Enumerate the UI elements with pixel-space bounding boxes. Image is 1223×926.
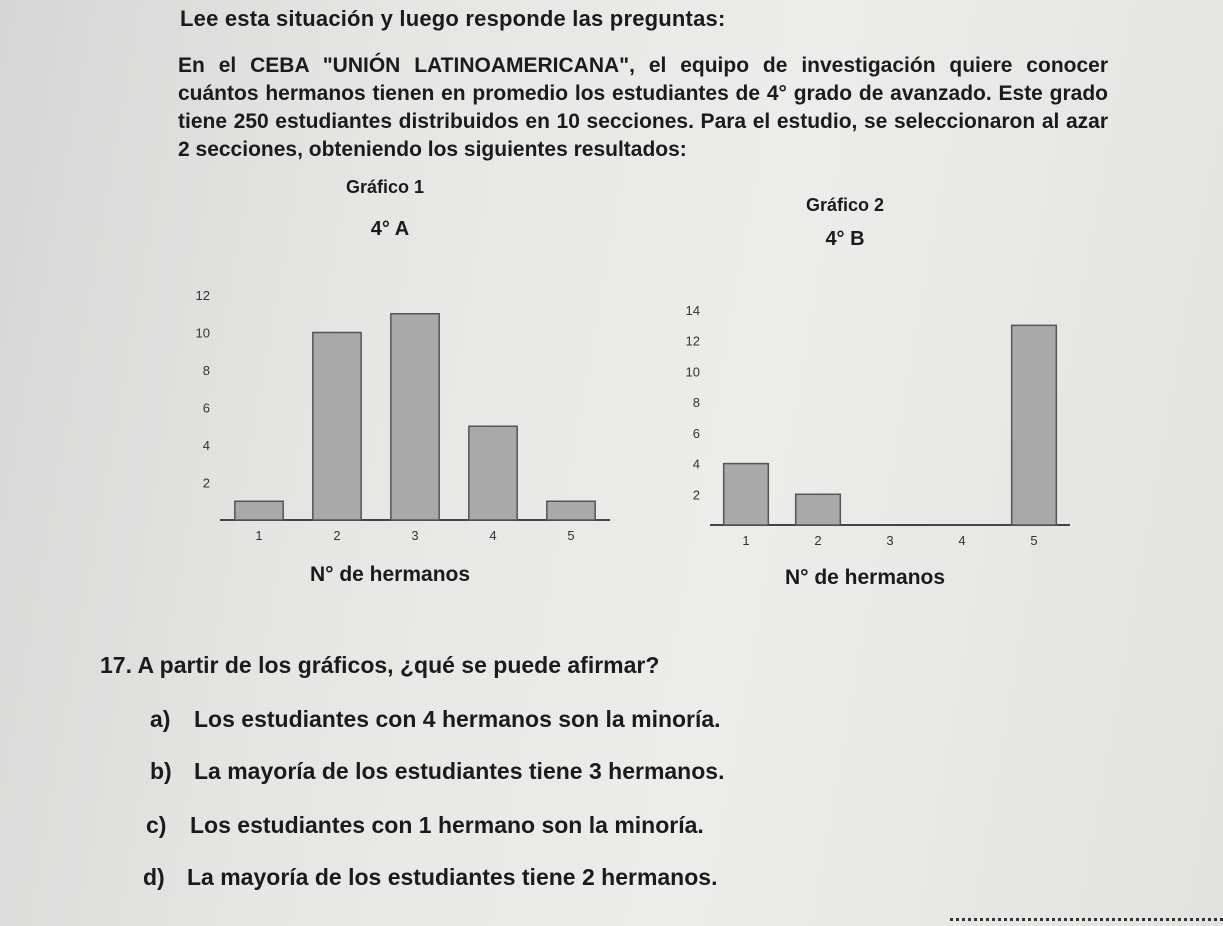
chart1-x-tick-label: 1: [255, 528, 263, 543]
chart2-y-tick-label: 4: [692, 456, 700, 472]
chart1-bar-1: [235, 501, 283, 520]
chart2-y-tick-label: 2: [692, 487, 700, 503]
chart2-x-tick-label: 5: [1030, 533, 1038, 548]
chart2-x-tick-label: 3: [886, 533, 894, 548]
chart1-bar-4: [469, 426, 517, 520]
chart2-y-tick-label: 8: [692, 395, 700, 411]
option-d[interactable]: [143, 864, 717, 891]
option-b-text: La mayoría de los estudiantes tiene 3 hermanos.: [194, 758, 725, 784]
chart2-x-tick-label: 1: [742, 533, 750, 548]
chart2-bar-chart: [640, 270, 1080, 550]
chart1-bar-3: [391, 314, 439, 520]
chart1-bar-chart: [150, 255, 620, 545]
chart1-bar-5: [547, 501, 595, 520]
chart1-x-tick-label: 4: [489, 528, 497, 543]
chart2-title: Gráfico 2: [805, 195, 885, 215]
chart1-y-tick-label: 10: [195, 325, 210, 341]
problem-statement: En el CEBA "UNIÓN LATINOAMERICANA", el equipo de investigación quiere conocer cuántos hermanos tienen en promedio los estudiantes de 4° grado de avanzado. Este grado tiene 250 estudiantes distribuidos en 10 secciones. Para el estudio, se seleccionaron al azar 2 secciones, obteniendo los siguientes resultados:: [178, 54, 1108, 161]
chart2-bar-5: [1012, 325, 1057, 525]
chart1-y-tick-label: 2: [202, 475, 210, 491]
chart1-x-tick-label: 3: [411, 528, 419, 543]
chart1-y-tick-label: 4: [202, 438, 210, 453]
option-c[interactable]: [146, 812, 704, 839]
chart2-subtitle: 4° B: [825, 228, 865, 250]
chart2-x-tick-label: 2: [814, 533, 822, 548]
instructions-title: Lee esta situación y luego responde las preguntas:: [180, 6, 726, 31]
chart1-y-tick-label: 6: [202, 400, 210, 416]
option-a[interactable]: [150, 706, 721, 733]
question-17: [100, 652, 659, 679]
option-a-letter: a): [150, 706, 171, 732]
chart1-subtitle: 4° A: [370, 218, 410, 240]
chart2-y-tick-label: 10: [685, 364, 700, 380]
option-b[interactable]: [150, 758, 724, 785]
chart1-bar-2: [313, 333, 361, 521]
chart1-x-tick-label: 5: [567, 528, 575, 543]
chart2-y-tick-label: 6: [692, 425, 700, 441]
question-number: 17.: [100, 652, 132, 678]
option-d-text: La mayoría de los estudiantes tiene 2 hermanos.: [187, 864, 718, 890]
chart2-bar-2: [796, 494, 841, 525]
chart2-x-axis-label: N° de hermanos: [784, 566, 946, 589]
chart1-x-tick-label: 2: [333, 528, 341, 543]
option-b-letter: b): [150, 758, 172, 784]
chart2-bar-1: [724, 464, 769, 525]
option-c-text: Los estudiantes con 1 hermano son la minoría.: [190, 812, 704, 838]
chart2-y-tick-label: 14: [685, 303, 700, 318]
chart2-x-tick-label: 4: [958, 533, 966, 548]
option-a-text: Los estudiantes con 4 hermanos son la minoría.: [194, 706, 721, 732]
question-text: A partir de los gráficos, ¿qué se puede afirmar?: [137, 652, 660, 678]
option-c-letter: c): [146, 812, 167, 838]
chart1-y-tick-label: 8: [202, 363, 210, 378]
chart1-title: Gráfico 1: [345, 177, 425, 197]
dotted-answer-line: [950, 918, 1223, 925]
chart1-x-axis-label: N° de hermanos: [309, 563, 471, 586]
option-d-letter: d): [143, 864, 165, 890]
chart2-y-tick-label: 12: [685, 333, 700, 349]
chart1-y-tick-label: 12: [195, 288, 210, 303]
